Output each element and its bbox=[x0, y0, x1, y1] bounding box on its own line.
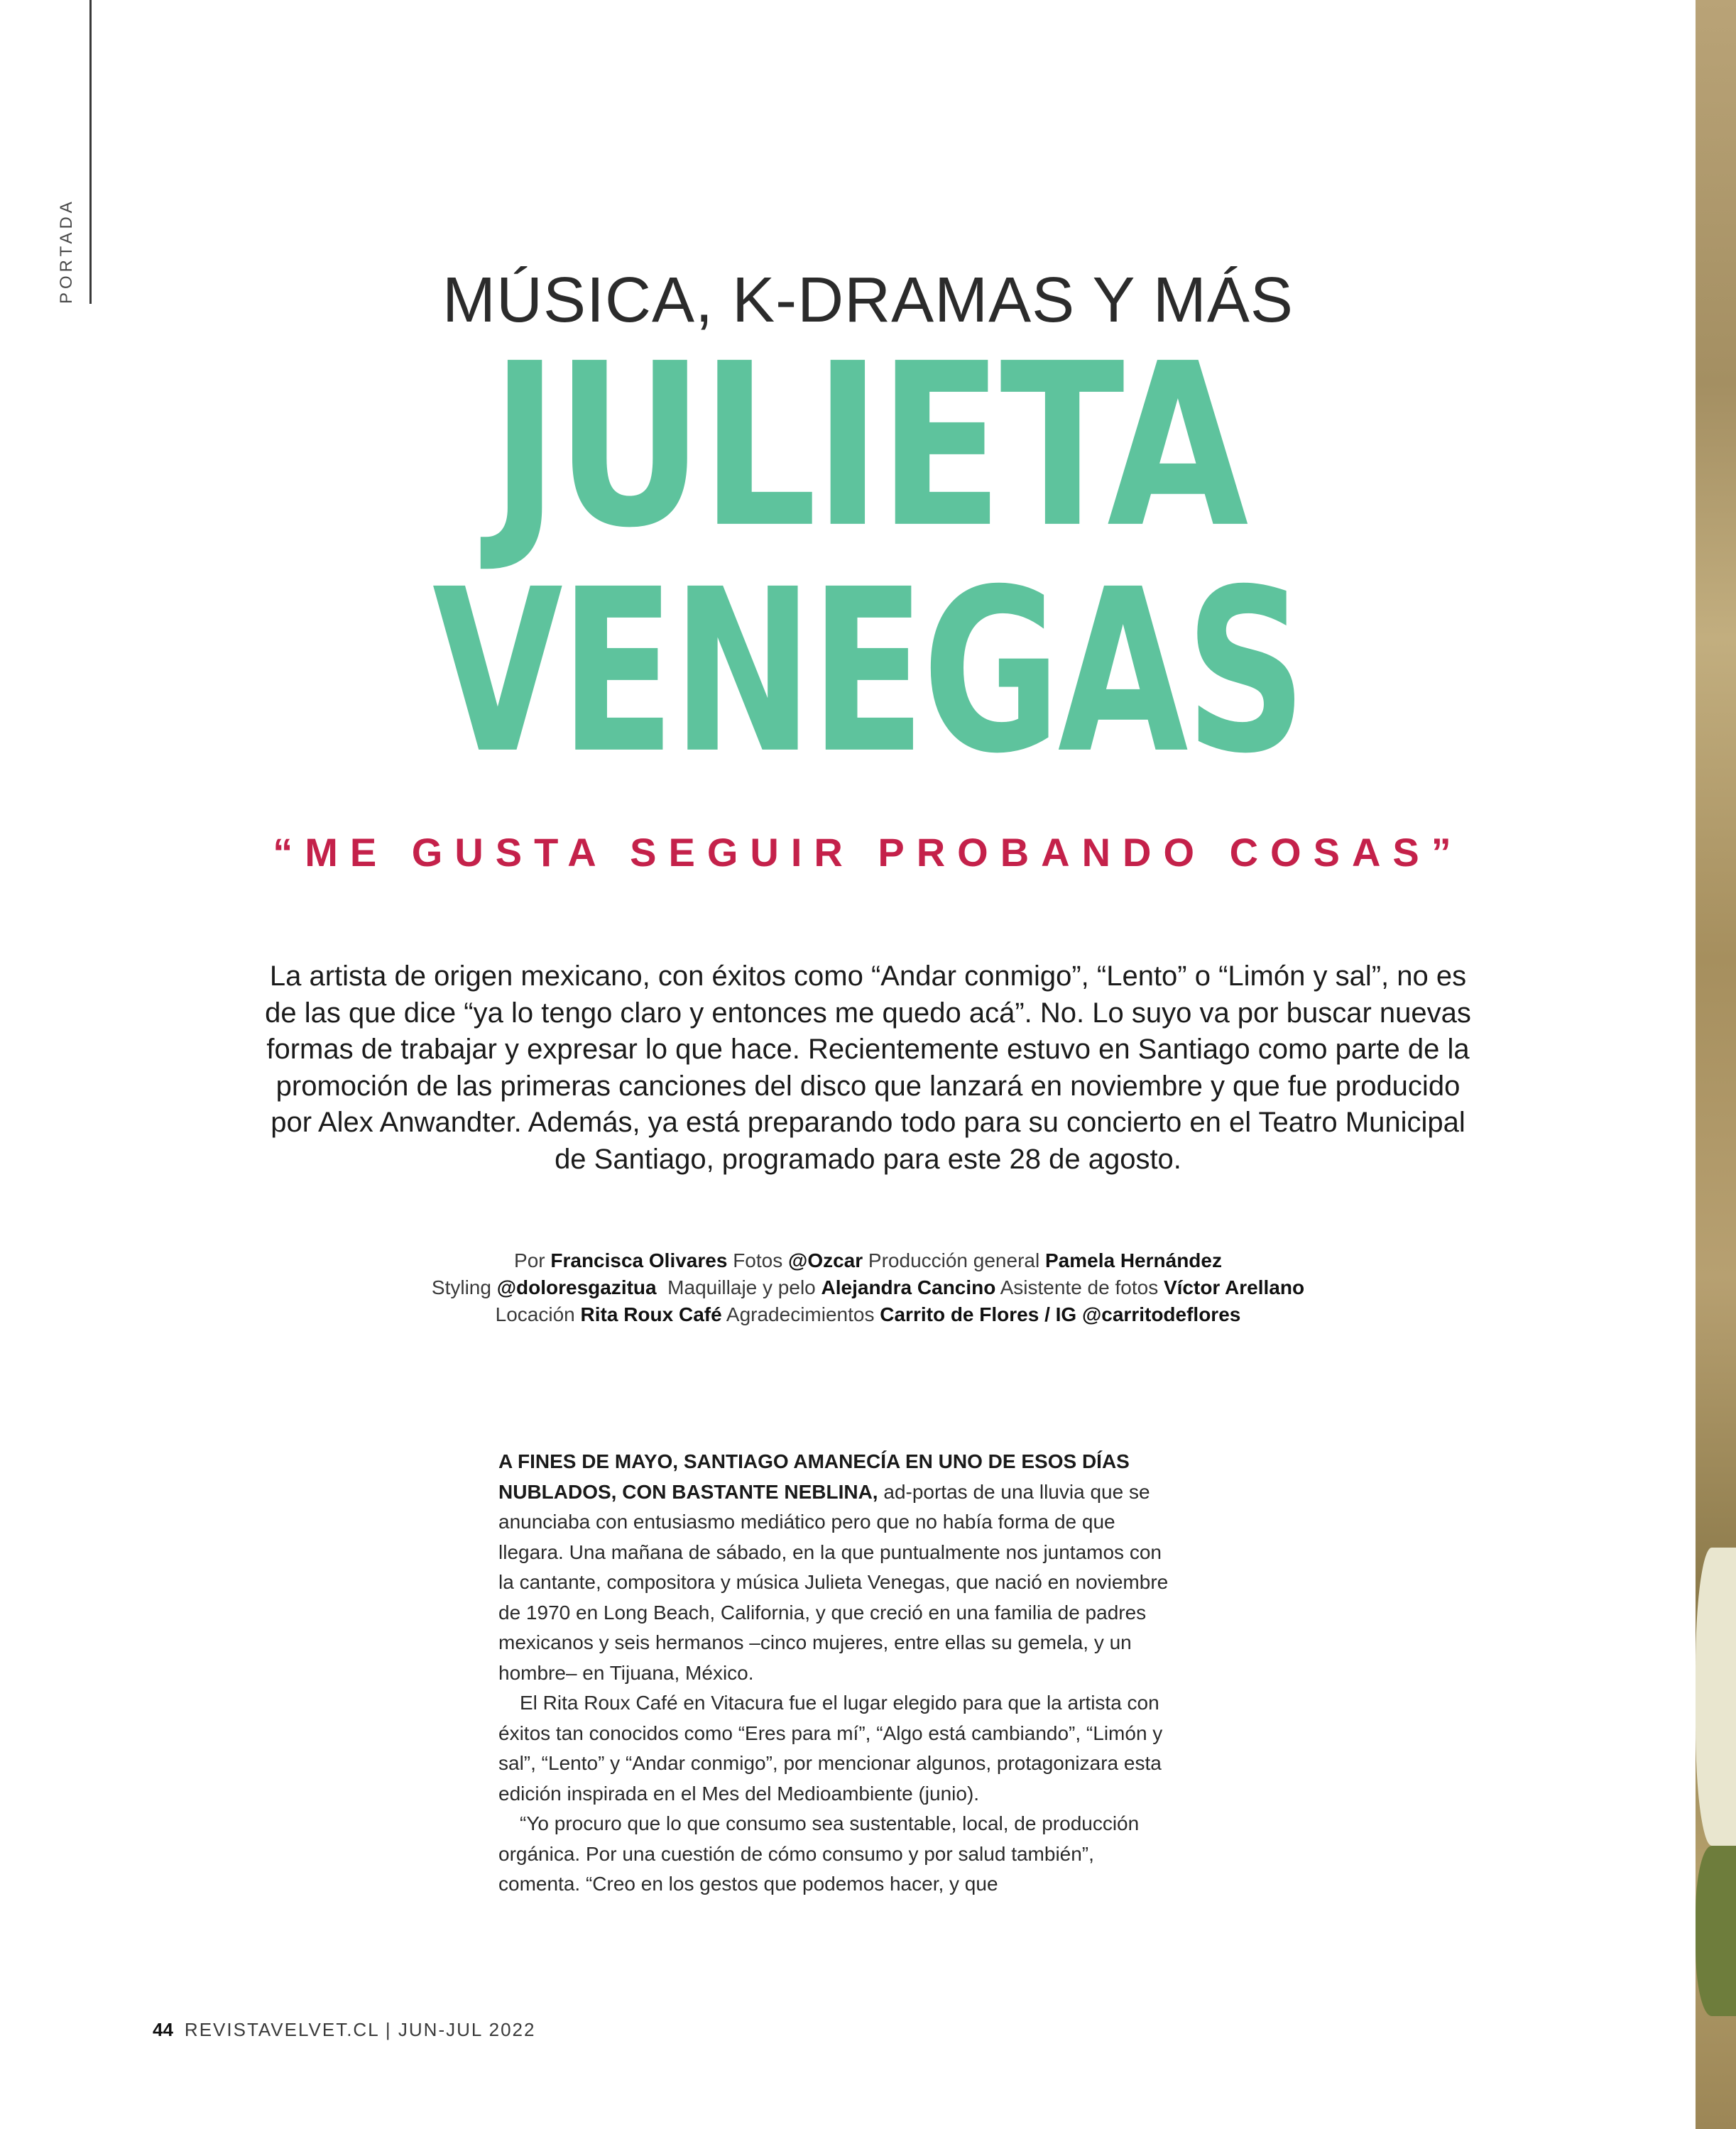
credit-label: Styling bbox=[431, 1276, 491, 1298]
credit-label: Maquillaje y pelo bbox=[667, 1276, 816, 1298]
page-number: 44 bbox=[153, 2019, 173, 2040]
section-label: PORTADA bbox=[57, 198, 76, 304]
kicker: MÚSICA, K-DRAMAS Y MÁS bbox=[442, 265, 1294, 336]
credit-styling: @doloresgazitua bbox=[496, 1276, 657, 1298]
credit-label: Agradecimientos bbox=[726, 1303, 875, 1325]
lede-paragraph: La artista de origen mexicano, con éxitos como “Andar conmigo”, “Lento” o “Limón y sal”, no es de las que dice “ya lo tengo claro y entonces me quedo acá”. No. Lo suyo va por buscar nuevas formas de trabajar y expresar lo que hace. Recientemente estuvo en Santiago como parte de la promoción de las primeras canciones del disco que lanzará en noviembre y que fue producido por Alex Anwandter. Además, ya está preparando todo para su concierto en el Teatro Municipal de Santiago, programado para este 28 de agosto. bbox=[265, 960, 1471, 1175]
page-footer bbox=[153, 2019, 535, 2041]
credit-label: Locación bbox=[495, 1303, 575, 1325]
body-paragraph-2: El Rita Roux Café en Vitacura fue el lugar elegido para que la artista con éxitos tan conocidos como “Eres para mí”, “Algo está cambiando”, “Limón y sal”, “Lento” y “Andar conmigo”, por mencionar algunos, protagonizara esta edición inspirada en el Mes del Medioambiente (junio). bbox=[498, 1692, 1163, 1805]
flower-petal-shape bbox=[1696, 1846, 1736, 2016]
flower-leaf-shape bbox=[1696, 1548, 1736, 1846]
credits bbox=[213, 1247, 1523, 1328]
credits-line-1 bbox=[213, 1247, 1523, 1274]
publication-info: REVISTAVELVET.CL | JUN-JUL 2022 bbox=[184, 2019, 536, 2040]
title-line-1: JULIETA bbox=[491, 315, 1245, 577]
credit-location: Rita Roux Café bbox=[580, 1303, 722, 1325]
credit-thanks: Carrito de Flores / IG @carritodeflores bbox=[880, 1303, 1241, 1325]
credits-line-3 bbox=[213, 1301, 1523, 1328]
credit-label: Fotos bbox=[733, 1249, 783, 1271]
credits-line-2 bbox=[213, 1274, 1523, 1301]
credit-author: Francisca Olivares bbox=[550, 1249, 728, 1271]
credit-label: Asistente de fotos bbox=[1000, 1276, 1159, 1298]
credit-photos: @Ozcar bbox=[788, 1249, 863, 1271]
credit-production: Pamela Hernández bbox=[1044, 1249, 1222, 1271]
title-line-2: VENEGAS bbox=[432, 541, 1304, 803]
article-body bbox=[498, 1447, 1173, 1900]
pull-quote: “ME GUSTA SEGUIR PROBANDO COSAS” bbox=[273, 830, 1463, 875]
section-rule bbox=[89, 0, 92, 304]
body-paragraph-3: “Yo procuro que lo que consumo sea sustentable, local, de producción orgánica. Por una cuestión de cómo consumo y por salud también”, comenta. “Creo en los gestos que podemos hacer, y que bbox=[498, 1812, 1140, 1895]
body-paragraph-1 bbox=[498, 1447, 1173, 1688]
credit-makeup: Alejandra Cancino bbox=[821, 1276, 996, 1298]
credit-label: Producción general bbox=[868, 1249, 1040, 1271]
lead-in: A FINES DE MAYO, SANTIAGO AMANECÍA EN UNO DE ESOS DÍAS NUBLADOS, CON BASTANTE NEBLINA, bbox=[498, 1450, 1130, 1503]
credit-assistant: Víctor Arellano bbox=[1163, 1276, 1305, 1298]
body-text: ad-portas de una lluvia que se anunciaba con entusiasmo mediático pero que no había forma de que llegara. Una mañana de sábado, en la que puntualmente nos juntamos con la cantante, compositora y música Julieta Venegas, que nació en noviembre de 1970 en Long Beach, California, y que creció en una familia de padres mexicanos y seis hermanos –cinco mujeres, entre ellas su gemela, y un hombre– en Tijuana, México. bbox=[498, 1480, 1169, 1684]
credit-label: Por bbox=[514, 1249, 545, 1271]
